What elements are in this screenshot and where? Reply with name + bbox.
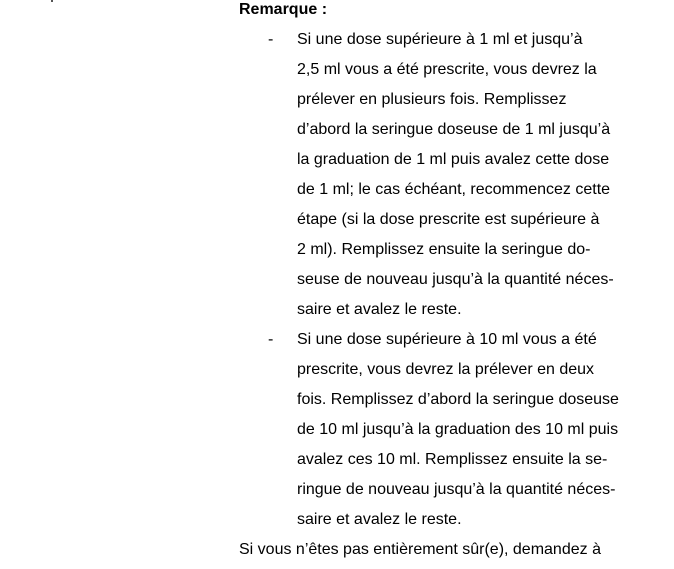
bullet-1-line: d’abord la seringue doseuse de 1 ml jusqu’à <box>297 121 611 138</box>
bullet-2-line: avalez ces 10 ml. Remplissez ensuite la se- <box>297 451 608 468</box>
bullet-2-line: saire et avalez le reste. <box>297 511 462 528</box>
bullet-1-line: 2 ml). Remplissez ensuite la seringue do- <box>297 241 591 258</box>
bullet-2-line: de 10 ml jusqu’à la graduation des 10 ml puis <box>297 421 619 438</box>
bullet-dash-1: - <box>268 31 274 48</box>
bullet-2-line: fois. Remplissez d’abord la seringue doseuse <box>297 391 619 408</box>
bullet-2-line: ringue de nouveau jusqu’à la quantité néces- <box>297 481 616 498</box>
bullet-1-line: saire et avalez le reste. <box>297 301 462 318</box>
bullet-1-line: de 1 ml; le cas échéant, recommencez cette <box>297 181 611 198</box>
bullet-1-line: Si une dose supérieure à 1 ml et jusqu’à <box>297 31 583 48</box>
bullet-2-line: Si une dose supérieure à 10 ml vous a été <box>297 331 597 348</box>
margin-mark <box>51 0 53 2</box>
closing-line: Si vous n’êtes pas entièrement sûr(e), demandez à <box>239 541 601 558</box>
bullet-1-line: seuse de nouveau jusqu’à la quantité néces- <box>297 271 614 288</box>
bullet-1-line: 2,5 ml vous a été prescrite, vous devrez la <box>297 61 597 78</box>
remark-heading: Remarque : <box>239 1 328 18</box>
bullet-dash-2: - <box>268 331 274 348</box>
bullet-1-line: la graduation de 1 ml puis avalez cette dose <box>297 151 610 168</box>
bullet-2-line: prescrite, vous devrez la prélever en deux <box>297 361 595 378</box>
bullet-1-line: étape (si la dose prescrite est supérieure à <box>297 211 600 228</box>
bullet-1-line: prélever en plusieurs fois. Remplissez <box>297 91 567 108</box>
